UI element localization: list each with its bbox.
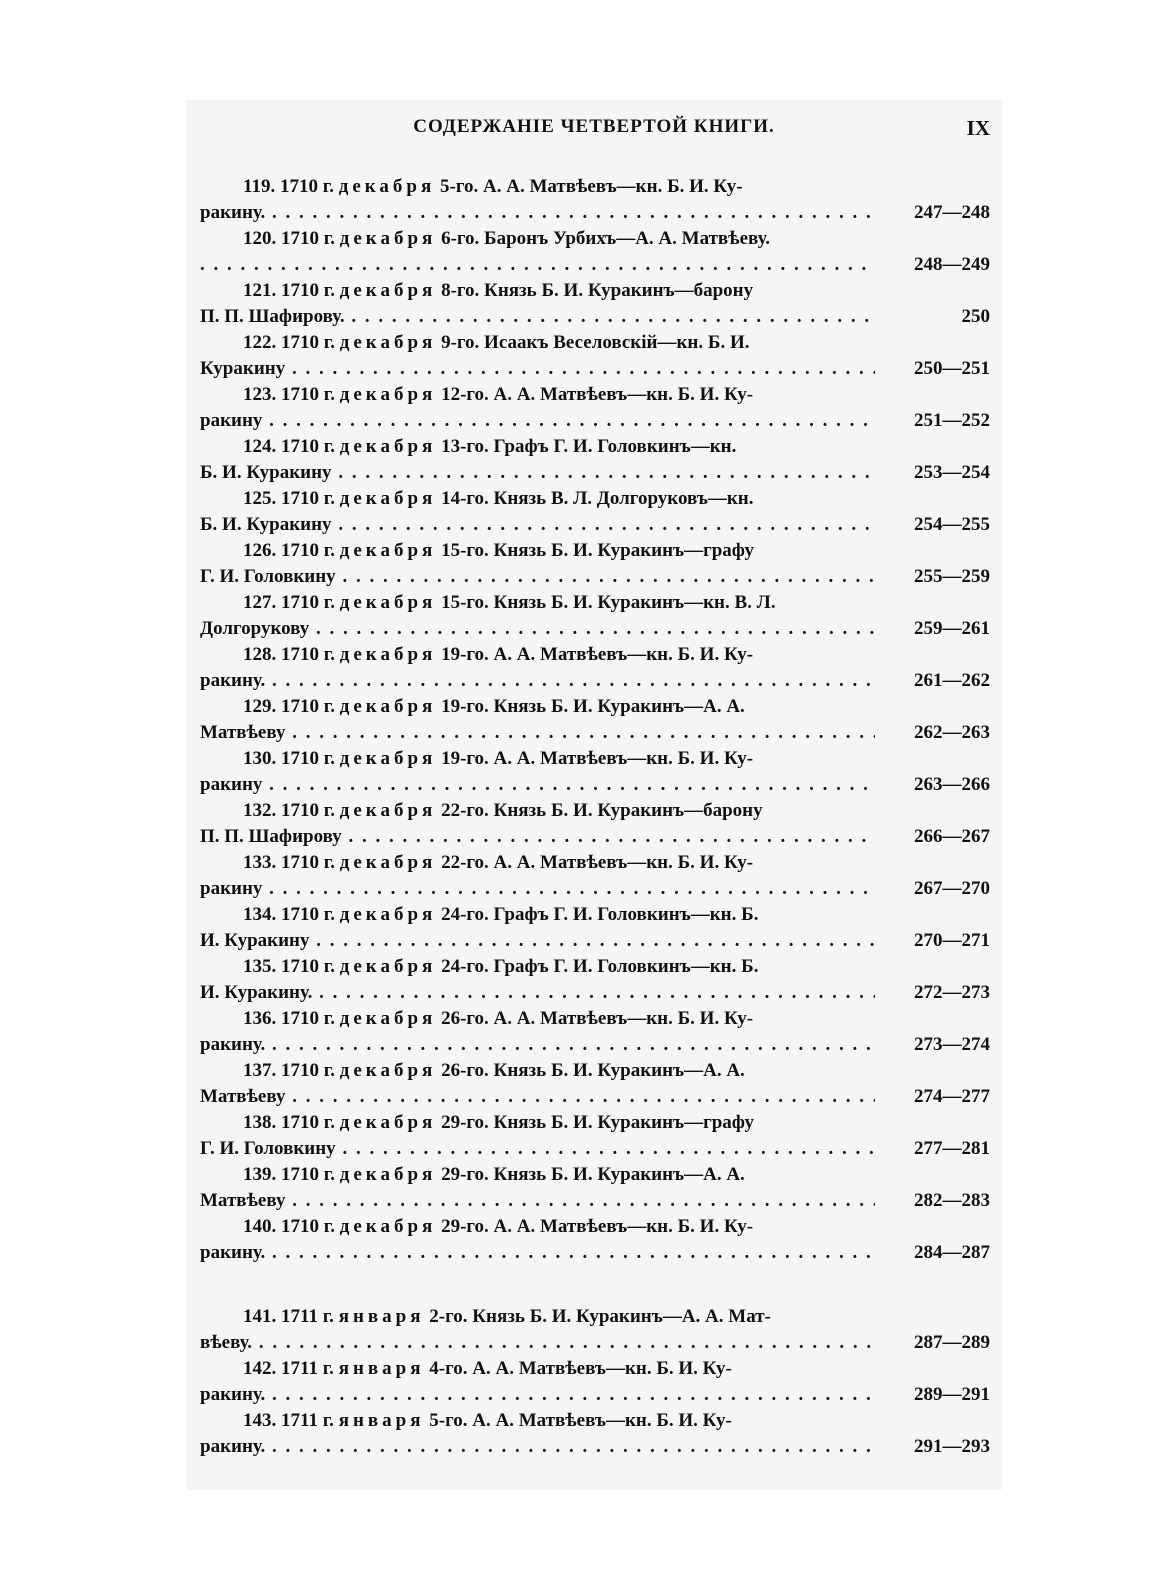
entry-pages: 251—252	[914, 410, 990, 431]
entry-pages: 255—259	[914, 566, 990, 587]
entry-description: 24-го. Графъ Г. И. Головкинъ—кн. Б.	[441, 904, 759, 925]
entry-month: декабря	[339, 1164, 437, 1185]
page-header	[186, 116, 1002, 146]
entry-continuation: ракину . . .	[200, 876, 875, 902]
entry-year: 1711 г.	[281, 1358, 334, 1379]
toc-entry	[200, 954, 1000, 1006]
entry-continuation: И. Куракину . . .	[200, 928, 875, 954]
entry-continuation	[200, 252, 875, 278]
entry-number: 119.	[243, 176, 276, 197]
entry-month: декабря	[339, 332, 437, 353]
entry-year: 1710 г.	[281, 1060, 335, 1081]
entry-pages: 253—254	[914, 462, 990, 483]
entry-pages: 272—273	[914, 982, 990, 1003]
entry-year: 1710 г.	[281, 800, 335, 821]
entry-description: 22-го. А. А. Матвѣевъ—кн. Б. И. Ку-	[441, 852, 754, 873]
entry-description: 6-го. Баронъ Урбихъ—А. А. Матвѣеву.	[441, 228, 770, 249]
entry-number: 133.	[243, 852, 277, 873]
entry-description: 19-го. А. А. Матвѣевъ—кн. Б. И. Ку-	[441, 748, 754, 769]
entry-year: 1710 г.	[281, 384, 335, 405]
entry-year: 1710 г.	[281, 1112, 335, 1133]
entry-description: 19-го. А. А. Матвѣевъ—кн. Б. И. Ку-	[441, 644, 754, 665]
entry-year: 1710 г.	[281, 1216, 335, 1237]
toc-entry	[200, 486, 1000, 538]
toc-entry	[200, 382, 1000, 434]
entry-month: декабря	[339, 800, 437, 821]
entry-pages: 273—274	[914, 1034, 990, 1055]
entry-description: 24-го. Графъ Г. И. Головкинъ—кн. Б.	[441, 956, 759, 977]
entry-pages: 277—281	[914, 1138, 990, 1159]
entry-continuation: ракину . . .	[200, 772, 875, 798]
entry-number: 121.	[243, 280, 277, 301]
entry-month: декабря	[339, 280, 437, 301]
entry-description: 29-го. Князь Б. И. Куракинъ—А. А.	[441, 1164, 745, 1185]
entry-month: декабря	[339, 1060, 437, 1081]
entry-continuation: ракину. . . .	[200, 1032, 875, 1058]
entry-month: декабря	[339, 956, 437, 977]
toc-entry	[200, 642, 1000, 694]
toc-entry	[200, 1110, 1000, 1162]
entry-continuation: П. П. Шафирову. . . .	[200, 304, 875, 330]
entry-pages: 250	[961, 306, 990, 327]
entry-month: декабря	[339, 1112, 437, 1133]
entry-year: 1710 г.	[281, 436, 335, 457]
entry-year: 1710 г.	[279, 176, 334, 197]
entry-number: 130.	[243, 748, 277, 769]
entry-description: 9-го. Исаакъ Веселовскій—кн. Б. И.	[441, 332, 750, 353]
toc-entry	[200, 902, 1000, 954]
entry-month: декабря	[339, 696, 437, 717]
entry-continuation: Г. И. Головкину . . .	[200, 1136, 875, 1162]
toc-entry	[200, 434, 1000, 486]
entry-pages: 282—283	[914, 1190, 990, 1211]
entry-year: 1710 г.	[281, 228, 335, 249]
entry-month: декабря	[338, 176, 436, 197]
entry-continuation: ракину. . . .	[200, 1240, 875, 1266]
entry-number: 141.	[243, 1306, 277, 1327]
entry-month: декабря	[339, 384, 437, 405]
entry-continuation: Долгорукову . . .	[200, 616, 875, 642]
toc-entry	[200, 746, 1000, 798]
toc-entry	[200, 590, 1000, 642]
entry-continuation: вѣеву. . . .	[200, 1330, 875, 1356]
entry-number: 142.	[243, 1358, 277, 1379]
entry-number: 132.	[243, 800, 277, 821]
entry-pages: 270—271	[914, 930, 990, 951]
entry-description: 13-го. Графъ Г. И. Головкинъ—кн.	[441, 436, 737, 457]
entry-number: 127.	[243, 592, 277, 613]
toc-entry	[200, 1356, 1000, 1408]
entry-month: декабря	[339, 592, 437, 613]
entry-description: 8-го. Князь Б. И. Куракинъ—барону	[441, 280, 754, 301]
entry-description: 12-го. А. А. Матвѣевъ—кн. Б. И. Ку-	[441, 384, 754, 405]
entry-year: 1710 г.	[281, 644, 335, 665]
entry-pages: 287—289	[914, 1332, 990, 1353]
entry-continuation: ракину. . . .	[200, 1382, 875, 1408]
entry-continuation: Г. И. Головкину . . .	[200, 564, 875, 590]
entry-pages: 254—255	[914, 514, 990, 535]
entry-year: 1710 г.	[281, 1008, 335, 1029]
toc-entry	[200, 330, 1000, 382]
entry-month: декабря	[339, 748, 437, 769]
entry-year: 1710 г.	[281, 592, 335, 613]
page-title: СОДЕРЖАНІЕ ЧЕТВЕРТОЙ КНИГИ.	[413, 116, 775, 137]
entry-month: января	[338, 1306, 425, 1327]
entry-description: 22-го. Князь Б. И. Куракинъ—барону	[441, 800, 763, 821]
entry-year: 1710 г.	[281, 1164, 335, 1185]
entry-year: 1710 г.	[281, 488, 335, 509]
entry-continuation: ракину . . .	[200, 408, 875, 434]
toc-entry	[200, 850, 1000, 902]
entry-continuation: Матвѣеву . . .	[200, 1084, 875, 1110]
entry-number: 138.	[243, 1112, 277, 1133]
entry-pages: 284—287	[914, 1242, 990, 1263]
entry-description: 29-го. А. А. Матвѣевъ—кн. Б. И. Ку-	[441, 1216, 754, 1237]
entry-number: 124.	[243, 436, 277, 457]
entry-year: 1711 г.	[281, 1410, 334, 1431]
entry-number: 128.	[243, 644, 277, 665]
entry-month: января	[338, 1410, 425, 1431]
entry-number: 126.	[243, 540, 277, 561]
entry-number: 120.	[243, 228, 277, 249]
entry-pages: 289—291	[914, 1384, 990, 1405]
entry-month: декабря	[339, 852, 437, 873]
entry-continuation: ракину. . . .	[200, 200, 875, 226]
entry-continuation: Б. И. Куракину . . .	[200, 512, 875, 538]
toc-entry	[200, 1214, 1000, 1266]
entry-pages: 250—251	[914, 358, 990, 379]
entry-continuation: ракину. . . .	[200, 1434, 875, 1460]
entry-continuation: ракину. . . .	[200, 668, 875, 694]
entry-month: января	[338, 1358, 425, 1379]
toc-list-1710	[200, 174, 1000, 1266]
entry-continuation: П. П. Шафирову . . .	[200, 824, 875, 850]
entry-continuation: Матвѣеву . . .	[200, 1188, 875, 1214]
entry-number: 137.	[243, 1060, 277, 1081]
entry-number: 135.	[243, 956, 277, 977]
entry-month: декабря	[339, 644, 437, 665]
entry-continuation: Б. И. Куракину . . .	[200, 460, 875, 486]
entry-description: 5-го. А. А. Матвѣевъ—кн. Б. И. Ку-	[440, 176, 743, 197]
entry-month: декабря	[339, 1008, 437, 1029]
entry-continuation: Матвѣеву . . .	[200, 720, 875, 746]
entry-number: 143.	[243, 1410, 277, 1431]
entry-pages: 248—249	[914, 254, 990, 275]
toc-entry	[200, 1162, 1000, 1214]
entry-pages: 291—293	[914, 1436, 990, 1457]
entry-year: 1710 г.	[281, 904, 335, 925]
toc-entry	[200, 278, 1000, 330]
entry-continuation: И. Куракину. . . .	[200, 980, 875, 1006]
entry-pages: 262—263	[914, 722, 990, 743]
entry-number: 125.	[243, 488, 277, 509]
entry-pages: 263—266	[914, 774, 990, 795]
entry-year: 1710 г.	[281, 540, 335, 561]
toc-entry	[200, 798, 1000, 850]
toc-entry	[200, 538, 1000, 590]
entry-pages: 266—267	[914, 826, 990, 847]
entry-year: 1710 г.	[281, 280, 335, 301]
entry-month: декабря	[339, 436, 437, 457]
entry-pages: 247—248	[914, 202, 990, 223]
toc-entry	[200, 1408, 1000, 1460]
entry-description: 15-го. Князь Б. И. Куракинъ—кн. В. Л.	[441, 592, 776, 613]
toc-entry	[200, 1006, 1000, 1058]
entry-description: 26-го. А. А. Матвѣевъ—кн. Б. И. Ку-	[441, 1008, 754, 1029]
entry-month: декабря	[339, 904, 437, 925]
entry-pages: 259—261	[914, 618, 990, 639]
entry-description: 5-го. А. А. Матвѣевъ—кн. Б. И. Ку-	[429, 1410, 732, 1431]
entry-year: 1710 г.	[281, 332, 335, 353]
entry-month: декабря	[339, 488, 437, 509]
entry-month: декабря	[339, 228, 437, 249]
entry-year: 1710 г.	[281, 748, 335, 769]
entry-pages: 274—277	[914, 1086, 990, 1107]
entry-pages: 267—270	[914, 878, 990, 899]
toc-entry	[200, 226, 1000, 278]
entry-year: 1710 г.	[281, 696, 335, 717]
entry-continuation: Куракину . . .	[200, 356, 875, 382]
entry-description: 14-го. Князь В. Л. Долгоруковъ—кн.	[441, 488, 754, 509]
toc-entry	[200, 1304, 1000, 1356]
toc-list-1711	[200, 1304, 1000, 1460]
entry-month: декабря	[339, 1216, 437, 1237]
toc-entry	[200, 1058, 1000, 1110]
entry-number: 139.	[243, 1164, 277, 1185]
entry-number: 123.	[243, 384, 277, 405]
entry-month: декабря	[339, 540, 437, 561]
entry-description: 2-го. Князь Б. И. Куракинъ—А. А. Мат-	[429, 1306, 771, 1327]
entry-year: 1710 г.	[281, 852, 335, 873]
entry-description: 4-го. А. А. Матвѣевъ—кн. Б. И. Ку-	[429, 1358, 732, 1379]
entry-number: 122.	[243, 332, 277, 353]
entry-year: 1711 г.	[281, 1306, 334, 1327]
entry-description: 19-го. Князь Б. И. Куракинъ—А. А.	[441, 696, 745, 717]
toc-entry	[200, 174, 1000, 226]
page-number: IX	[966, 116, 990, 140]
entry-pages: 261—262	[914, 670, 990, 691]
entry-number: 129.	[243, 696, 277, 717]
entry-year: 1710 г.	[281, 956, 335, 977]
entry-number: 136.	[243, 1008, 277, 1029]
entry-description: 29-го. Князь Б. И. Куракинъ—графу	[441, 1112, 754, 1133]
entry-description: 26-го. Князь Б. И. Куракинъ—А. А.	[441, 1060, 745, 1081]
entry-number: 134.	[243, 904, 277, 925]
entry-number: 140.	[243, 1216, 277, 1237]
entry-description: 15-го. Князь Б. И. Куракинъ—графу	[441, 540, 754, 561]
toc-entry	[200, 694, 1000, 746]
